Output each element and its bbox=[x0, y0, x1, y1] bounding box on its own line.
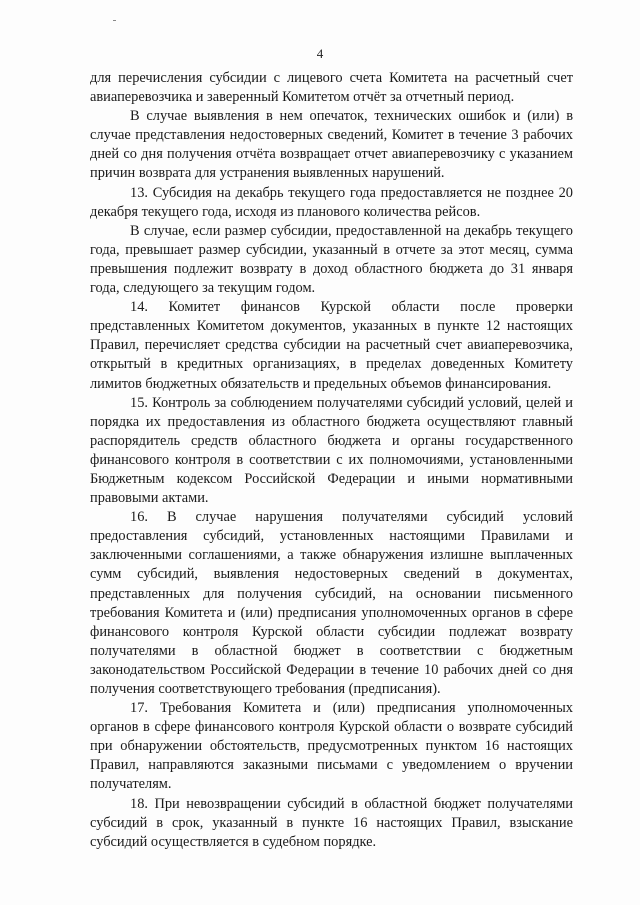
scan-mark bbox=[113, 20, 116, 21]
paragraph-15: 15. Контроль за соблюдением получателями субсидий условий, целей и порядка их предоставления из областного бюджета осуществляют главный распорядитель средств областного бюджета и органы государственного финансового контроля в соответствии с их полномочиями, установленными Бюджетным кодексом Российской Федерации и иными нормативными правовыми актами. bbox=[90, 394, 573, 507]
paragraph-17: 17. Требования Комитета и (или) предписания уполномоченных органов в сфере финансового контроля Курской области о возврате субсидий при обнаружении обстоятельств, предусмотренных пунктом 16 настоящих Правил, направляются заказными письмами с уведомлением о вручении получателям. bbox=[90, 700, 573, 793]
page-number: 4 bbox=[316, 46, 324, 61]
paragraph-18: 18. При невозвращении субсидий в областной бюджет получателями субсидий в срок, указанный в пункте 16 настоящих Правил, взыскание субсидий осуществляется в судебном порядке. bbox=[90, 795, 573, 850]
paragraph-13: 13. Субсидия на декабрь текущего года предоставляется не позднее 20 декабря текущего года, исходя из планового количества рейсов. bbox=[90, 184, 573, 220]
paragraph-16: 16. В случае нарушения получателями субсидий условий предоставления субсидий, установленных настоящими Правилами и заключенными соглашениями, а также обнаружения излишне выплаченных сумм субсидий, выявления недостоверных сведений в документах, представленных для получения субсидий, на основании письменного требования Комитета и (или) предписания уполномоченных органов в сфере финансового контроля Курской области субсидии подлежат возврату получателями в областной бюджет в соответствии с бюджетным законодательством Российской Федерации в течение 10 рабочих дней со дня получения соответствующего требования (предписания). bbox=[90, 509, 573, 697]
paragraph-december-excess: В случае, если размер субсидии, предоставленной на декабрь текущего года, превышает размер субсидии, указанный в отчете за этот месяц, сумма превышения подлежит возврату в доход областного бюджета до 31 января года, следующего за текущим годом. bbox=[90, 222, 573, 297]
paragraph-14: 14. Комитет финансов Курской области после проверки представленных Комитетом документов, указанных в пункте 12 настоящих Правил, перечисляет средства субсидии на расчетный счет авиаперевозчика, открытый в кредитных организациях, в пределах доведенных Комитету лимитов бюджетных обязательств и предельных объемов финансирования. bbox=[90, 299, 573, 392]
paragraph-continuation: для перечисления субсидии с лицевого счета Комитета на расчетный счет авиаперевозчика и заверенный Комитетом отчёт за отчетный период. bbox=[90, 70, 573, 106]
paragraph-error-return: В случае выявления в нем опечаток, технических ошибок и (или) в случае представления недостоверных сведений, Комитет в течение 3 рабочих дней со дня получения отчёта возвращает отчет авиаперевозчику с указанием причин возврата для устранения выявленных нарушений. bbox=[90, 108, 573, 182]
document-body bbox=[90, 69, 573, 852]
